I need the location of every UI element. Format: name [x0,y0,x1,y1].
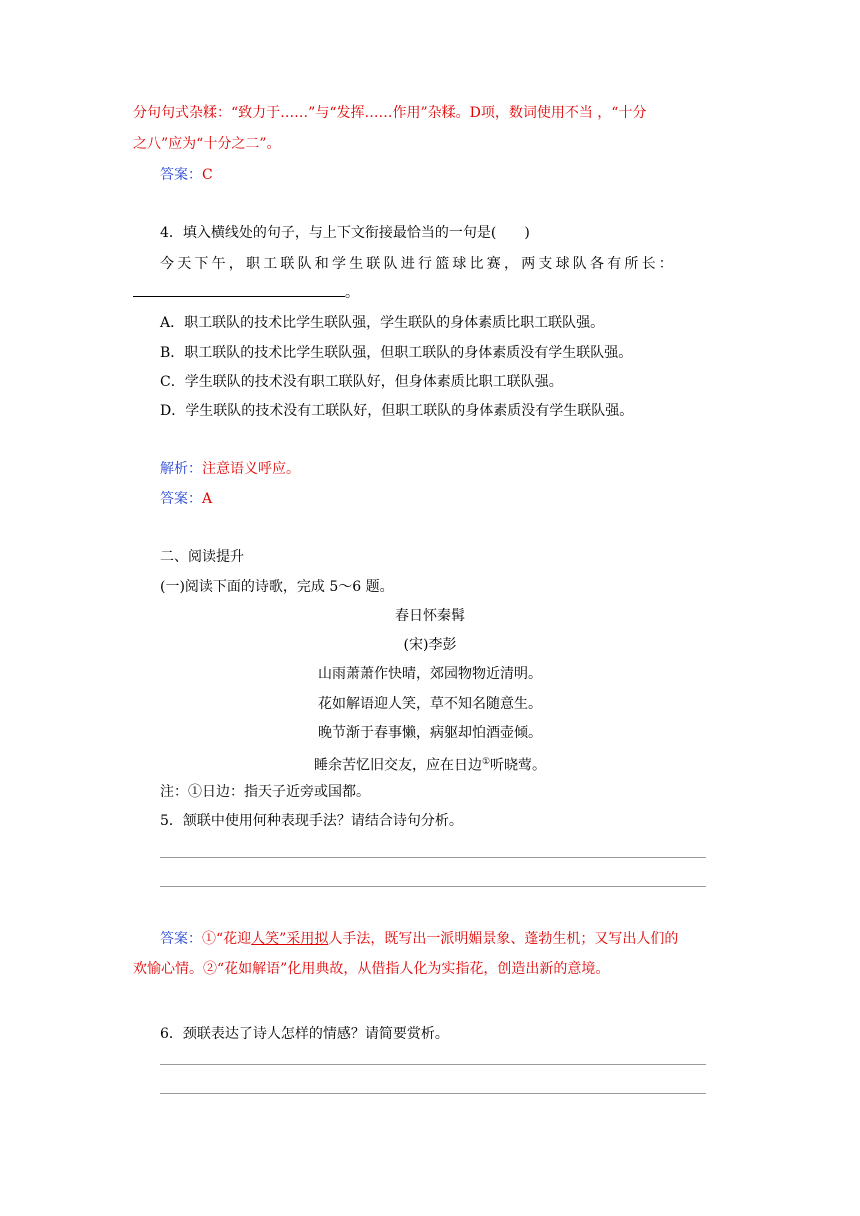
section2-intro: (一)阅读下面的诗歌，完成 5～6 题。 [160,579,394,595]
q4-analysis-text: 注意语义呼应。 [202,461,300,477]
q3-answer [160,165,213,185]
footnote-marker: ① [481,757,491,767]
poem-author: (宋)李彭 [403,637,457,653]
q5-answer-part-a: ①“花迎 [202,931,252,947]
poem-line-3: 晚节渐于春事懒，病躯却怕酒壶倾。 [318,725,542,741]
poem-line-4 [0,752,860,776]
poem-line-2: 花如解语迎人笑，草不知名随意生。 [318,696,542,712]
q4-option-c: C．学生联队的技术没有职工联队好，但身体素质比职工联队强。 [160,374,563,390]
q3-answer-value: C [202,167,213,183]
q4-option-b: B．职工联队的技术比学生联队强，但职工联队的身体素质没有学生联队强。 [160,345,633,361]
q3-explanation-line1: 分句句式杂糅：“致力于……”与“发挥……作用”杂糅。D项，数词使用不当 ，“十分 [133,105,647,121]
q5-answer [160,929,678,949]
q5-stem: 5．颔联中使用何种表现手法？请结合诗句分析。 [160,813,463,829]
q4-option-a: A．职工联队的技术比学生联队强，学生联队的身体素质比职工联队强。 [160,315,605,331]
poem-note: 注：①日边：指天子近旁或国都。 [160,784,370,800]
q6-answer-line-2 [160,1093,706,1094]
q4-blank-row [133,282,359,303]
q3-answer-label: 答案： [160,167,202,183]
section2-title: 二、阅读提升 [160,549,244,565]
q6-answer-line-1 [160,1064,706,1065]
q5-answer-part-b: 人笑”采用拟 [251,931,329,947]
q4-answer [160,489,212,509]
q4-answer-value: A [202,491,213,507]
q4-answer-label: 答案： [160,491,202,507]
q3-explanation-line2: 之八”应为“十分之二”。 [133,136,281,152]
poem-line-4-b: 听晓莺。 [490,757,547,774]
poem-line-1: 山雨萧萧作快晴，郊园物物近清明。 [318,666,542,682]
q5-answer-part-c: 人手法，既写出一派明媚景象、蓬勃生机；又写出人们的 [328,931,679,947]
q4-analysis-label: 解析： [160,461,202,477]
q5-answer-line2: 欢愉心情。②“花如解语”化用典故，从借指人化为实指花，创造出新的意境。 [133,961,610,977]
q4-passage: 今天下午，职工联队和学生联队进行篮球比赛，两支球队各有所长： [160,256,676,272]
q4-passage-end: 。 [345,285,359,301]
q5-answer-line-2 [160,886,706,887]
poem-title: 春日怀秦髯 [395,608,465,624]
q6-stem: 6．颈联表达了诗人怎样的情感？请简要赏析。 [160,1026,449,1042]
q4-fill-blank [133,282,345,297]
q5-answer-label: 答案： [160,931,202,947]
q4-analysis [160,459,300,479]
q4-option-d: D．学生联队的技术没有工联队好，但职工联队的身体素质没有学生联队强。 [160,403,634,419]
q4-stem: 4．填入横线处的句子，与上下文衔接最恰当的一句是( ) [160,225,530,241]
poem-line-4-a: 睡余苦忆旧交友，应在日边 [313,757,482,774]
q5-answer-line-1 [160,857,706,858]
